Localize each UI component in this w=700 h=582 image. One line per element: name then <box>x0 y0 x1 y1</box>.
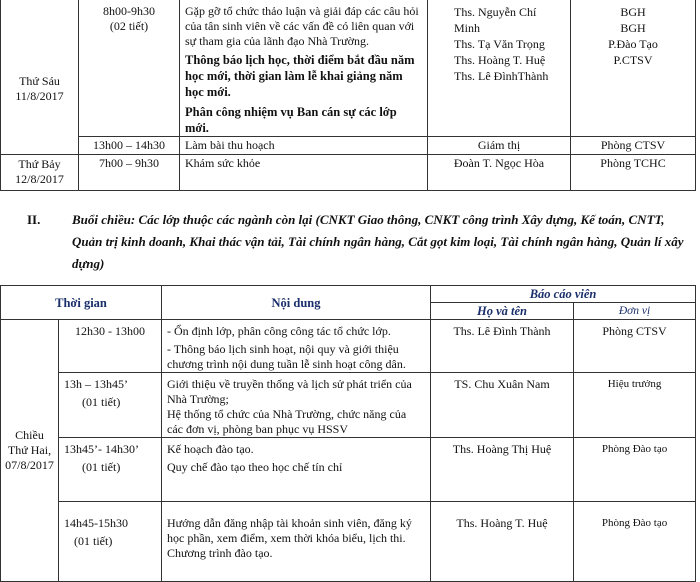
unit-label: Phòng CTSV <box>602 324 667 338</box>
unit-label: Phòng Đào tạo <box>601 443 668 455</box>
presenter-name: Ths. Lê ĐìnhThành <box>454 69 549 83</box>
table-row <box>1 155 696 191</box>
day-cell <box>1 320 59 582</box>
content-cell <box>162 438 431 502</box>
table-row <box>1 373 696 438</box>
table-row <box>1 438 696 502</box>
table-row <box>1 0 696 137</box>
unit-cell <box>574 502 696 582</box>
time-label: 13h00 – 14h30 <box>93 138 165 152</box>
content-text: - Ổn định lớp, phân công công tác tổ chức lớp. <box>167 324 391 338</box>
time-cell <box>79 155 180 191</box>
content-text: Hướng dẫn đăng nhập tài khoản sinh viên, đăng ký học phần, xem điểm, xem thời khóa biểu, lịch thi. <box>167 516 412 545</box>
time-label: 13h45’- 14h30’ <box>64 442 139 456</box>
content-text: Làm bài thu hoạch <box>185 138 275 152</box>
content-bold-text: Thông báo lịch học, thời điểm bắt đầu năm học mới, thời gian làm lễ khai giảng năm học mới. <box>185 53 415 99</box>
presenter-name: Đoàn T. Ngọc Hòa <box>453 156 545 170</box>
name-cell <box>431 438 574 502</box>
unit-cell <box>574 373 696 438</box>
time-cell <box>59 502 162 582</box>
content-text: Kế hoạch đào tạo. <box>167 442 254 456</box>
day-label: Thứ Sáu 11/8/2017 <box>15 74 64 103</box>
time-cell <box>59 373 162 438</box>
presenter-cell <box>428 155 571 191</box>
content-bold-text: Phân công nhiệm vụ Ban cán sự các lớp mới. <box>185 105 397 135</box>
presenter-name: Ths. Hoàng T. Huệ <box>454 53 546 67</box>
day-label: Chiều Thứ Hai, 07/8/2017 <box>5 428 54 472</box>
section-text: Buổi chiều: Các lớp thuộc các ngành còn lại (CNKT Giao thông, CNKT công trình Xây dựng, Kế toán, CNTT, Quản trị kinh doanh, Khai thác vận tải, Tài chính ngân hàng, Cắt gọt kim loại, Tài chính ngân hàng, Quản lí xây dựng) <box>72 212 684 271</box>
unit-label: P.CTSV <box>613 53 653 67</box>
presenter-name: Ths. Nguyễn Chí Minh <box>454 5 537 35</box>
column-header-reporter: Báo cáo viên <box>431 286 696 303</box>
presenter-cell <box>428 0 571 137</box>
time-label: 12h30 - 13h00 <box>75 324 145 338</box>
presenter-cell <box>428 137 571 155</box>
content-cell <box>162 373 431 438</box>
reporter-name: Ths. Hoàng T. Huệ <box>456 516 548 530</box>
section-heading <box>27 209 687 275</box>
reporter-name: TS. Chu Xuân Nam <box>454 377 550 391</box>
unit-cell <box>571 155 696 191</box>
content-text: Quy chế đào tạo theo học chế tín chỉ <box>167 460 343 474</box>
name-cell <box>431 320 574 373</box>
presenter-name: Ths. Tạ Văn Trọng <box>454 37 545 51</box>
unit-cell <box>571 0 696 137</box>
time-cell <box>79 137 180 155</box>
day-cell <box>1 155 79 191</box>
content-text: Khám sức khỏe <box>185 156 261 170</box>
content-text: Gặp gỡ tổ chức thảo luận và giải đáp các câu hỏi của tân sinh viên về các vấn đề có liên quan với sự tham gia của lãnh đạo Nhà Trường. <box>185 4 419 48</box>
content-text: Hệ thống tổ chức của Nhà Trường, chức năng của các đơn vị, phòng ban phục vụ HSSV <box>167 407 407 436</box>
content-cell <box>162 502 431 582</box>
table-row <box>1 320 696 373</box>
table-row <box>1 502 696 582</box>
schedule-table-morning <box>0 0 696 191</box>
section-number: II. <box>27 212 41 227</box>
unit-label: BGH <box>620 5 646 19</box>
column-header-content: Nội dung <box>162 286 431 320</box>
unit-label: Phòng CTSV <box>600 138 666 152</box>
reporter-name: Ths. Lê Đình Thành <box>453 324 551 338</box>
time-label: 14h45-15h30 <box>64 516 128 530</box>
time-label: 8h00-9h30 <box>103 4 155 18</box>
unit-cell <box>574 320 696 373</box>
reporter-name: Ths. Hoàng Thị Huệ <box>452 442 552 456</box>
time-sub-label: (02 tiết) <box>109 19 149 33</box>
content-cell <box>180 155 428 191</box>
column-header-unit: Đơn vị <box>574 303 696 320</box>
content-cell <box>180 0 428 137</box>
name-cell <box>431 373 574 438</box>
column-header-name: Họ và tên <box>431 303 574 320</box>
content-text: Giới thiệu về truyền thống và lịch sử phát triển của Nhà Trường; <box>167 377 412 406</box>
time-cell <box>79 0 180 137</box>
column-header-time: Thời gian <box>1 286 162 320</box>
unit-label: Phòng Đào tạo <box>601 517 668 529</box>
day-cell <box>1 0 79 155</box>
time-sub-label: (01 tiết) <box>82 460 121 474</box>
unit-label: P.Đào Tạo <box>608 37 658 51</box>
unit-label: Phòng TCHC <box>600 156 666 170</box>
header-row <box>1 286 696 303</box>
unit-label: BGH <box>620 21 646 35</box>
presenter-name: Giám thị <box>477 138 521 152</box>
content-cell <box>180 137 428 155</box>
unit-cell <box>574 438 696 502</box>
name-cell <box>431 502 574 582</box>
unit-label: Hiệu trưởng <box>607 378 662 390</box>
day-label: Thứ Bảy 12/8/2017 <box>15 157 64 186</box>
schedule-table-afternoon <box>0 285 696 582</box>
time-cell <box>59 320 162 373</box>
time-sub-label: (01 tiết) <box>82 395 121 409</box>
content-text: Chương trình đào tạo. <box>167 546 273 560</box>
table-row <box>1 137 696 155</box>
content-text: - Thông báo lịch sinh hoạt, nội quy và giới thiệu chương trình nội dung tuần lễ sinh hoạt công dân. <box>167 342 406 371</box>
time-sub-label: (01 tiết) <box>74 534 113 548</box>
content-cell <box>162 320 431 373</box>
time-cell <box>59 438 162 502</box>
unit-cell <box>571 137 696 155</box>
time-label: 13h – 13h45’ <box>64 377 128 391</box>
time-label: 7h00 – 9h30 <box>99 156 159 170</box>
